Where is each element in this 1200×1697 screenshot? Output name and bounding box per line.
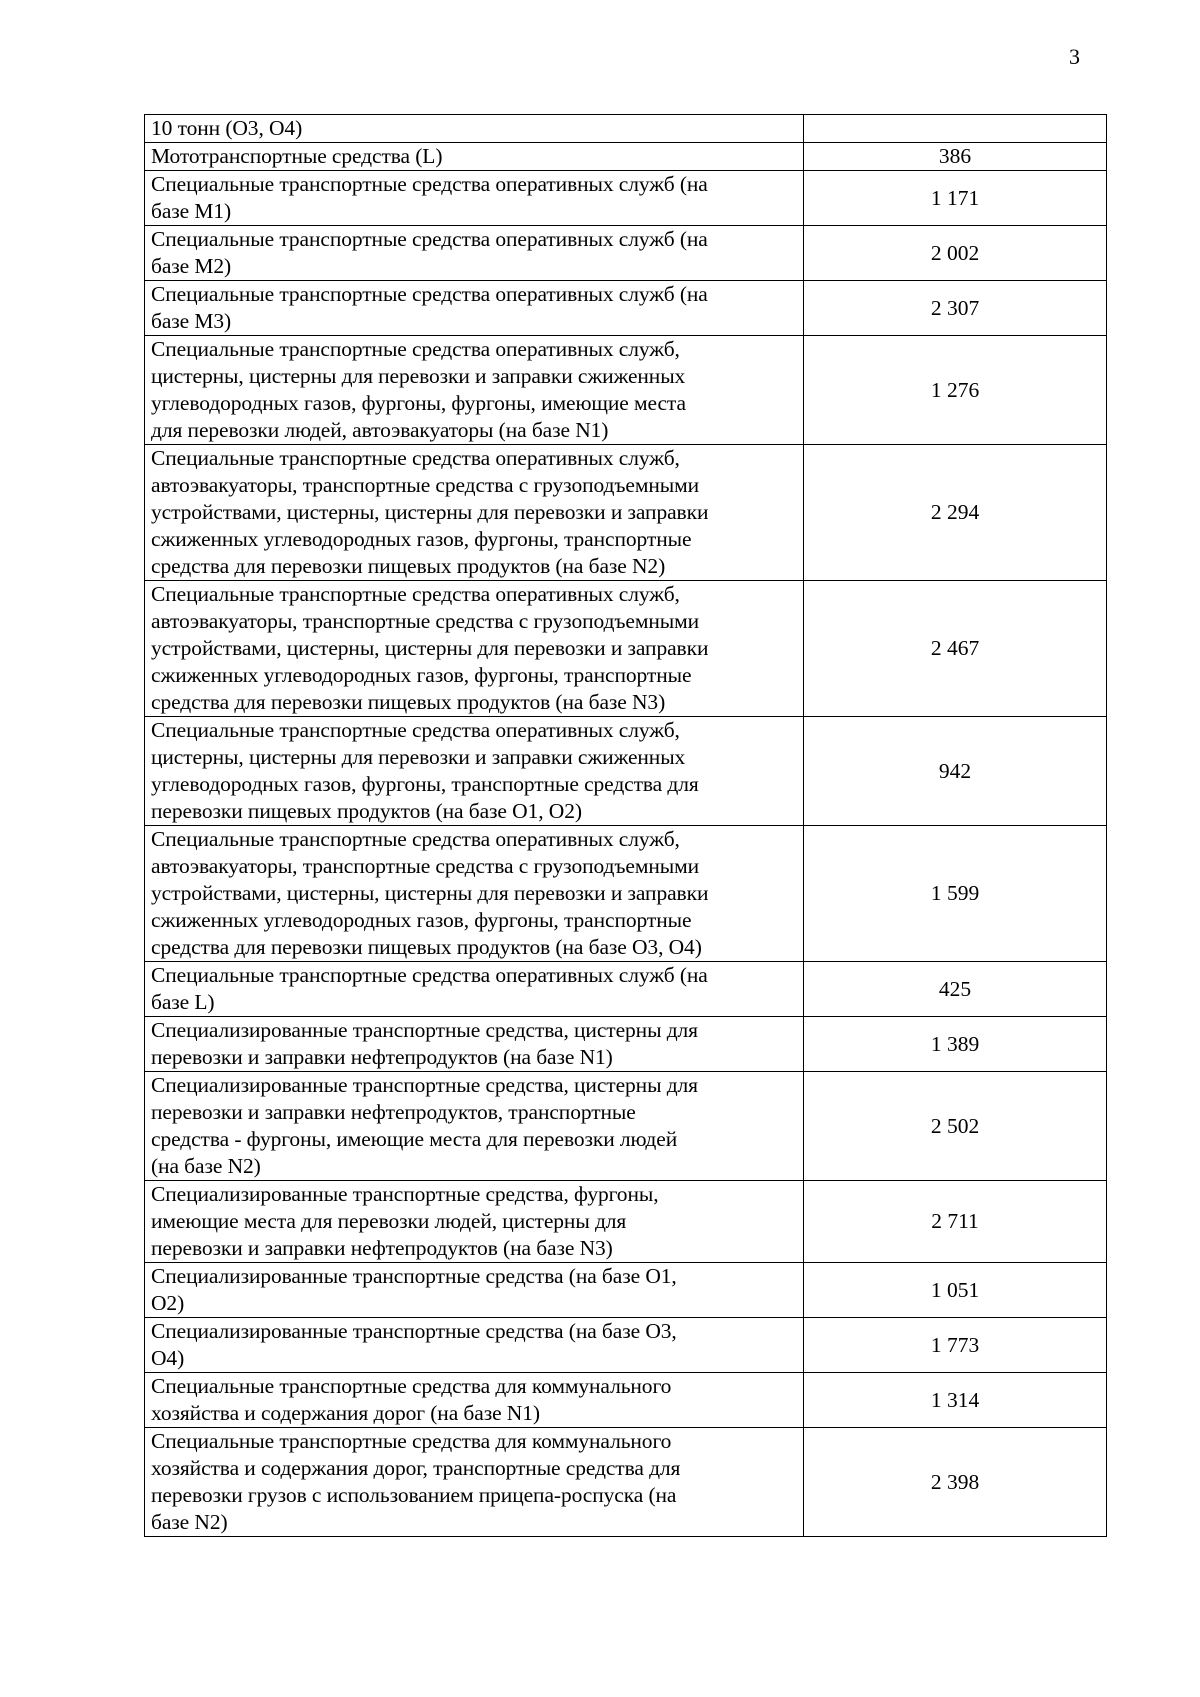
table-row bbox=[145, 826, 1107, 962]
amount-cell: 2 502 bbox=[804, 1072, 1107, 1181]
amount-cell: 1 599 bbox=[804, 826, 1107, 962]
amount-cell: 2 294 bbox=[804, 445, 1107, 581]
vehicle-category-cell: Специальные транспортные средства оперативных служб (на базе М1) bbox=[145, 171, 804, 226]
vehicle-category-cell: Специальные транспортные средства оперативных служб, автоэвакуаторы, транспортные средства с грузоподъемными устройствами, цистерны, цистерны для перевозки и заправки сжиженных углеводородных газов, фургоны, транспортные средства для перевозки пищевых продуктов (на базе N3) bbox=[145, 581, 804, 717]
table-row bbox=[145, 445, 1107, 581]
table-row bbox=[145, 143, 1107, 171]
amount-cell: 1 171 bbox=[804, 171, 1107, 226]
amount-cell: 942 bbox=[804, 717, 1107, 826]
table-row bbox=[145, 581, 1107, 717]
table-row bbox=[145, 226, 1107, 281]
vehicle-category-cell: Специальные транспортные средства оперативных служб (на базе L) bbox=[145, 962, 804, 1017]
vehicle-category-cell: Специальные транспортные средства оперативных служб (на базе М2) bbox=[145, 226, 804, 281]
table-row bbox=[145, 1072, 1107, 1181]
table-row bbox=[145, 1428, 1107, 1537]
amount-cell: 2 002 bbox=[804, 226, 1107, 281]
amount-cell: 1 051 bbox=[804, 1263, 1107, 1318]
fee-table-body bbox=[145, 115, 1107, 1537]
table-row bbox=[145, 1263, 1107, 1318]
vehicle-category-cell: 10 тонн (О3, О4) bbox=[145, 115, 804, 143]
table-row bbox=[145, 1181, 1107, 1263]
table-row bbox=[145, 336, 1107, 445]
table-row bbox=[145, 281, 1107, 336]
amount-cell: 425 bbox=[804, 962, 1107, 1017]
table-row bbox=[145, 1318, 1107, 1373]
amount-cell: 1 276 bbox=[804, 336, 1107, 445]
vehicle-category-cell: Специальные транспортные средства для коммунального хозяйства и содержания дорог (на базе N1) bbox=[145, 1373, 804, 1428]
vehicle-category-cell: Специальные транспортные средства для коммунального хозяйства и содержания дорог, транспортные средства для перевозки грузов с использованием прицепа-роспуска (на базе N2) bbox=[145, 1428, 804, 1537]
amount-cell: 2 467 bbox=[804, 581, 1107, 717]
vehicle-category-cell: Специальные транспортные средства оперативных служб, цистерны, цистерны для перевозки и заправки сжиженных углеводородных газов, фургоны, транспортные средства для перевозки пищевых продуктов (на базе О1, О2) bbox=[145, 717, 804, 826]
fee-table bbox=[144, 114, 1107, 1537]
amount-cell bbox=[804, 115, 1107, 143]
page-number: 3 bbox=[1069, 44, 1080, 69]
vehicle-category-cell: Специальные транспортные средства оперативных служб, автоэвакуаторы, транспортные средства с грузоподъемными устройствами, цистерны, цистерны для перевозки и заправки сжиженных углеводородных газов, фургоны, транспортные средства для перевозки пищевых продуктов (на базе N2) bbox=[145, 445, 804, 581]
vehicle-category-cell: Специализированные транспортные средства, цистерны для перевозки и заправки нефтепродуктов, транспортные средства - фургоны, имеющие места для перевозки людей (на базе N2) bbox=[145, 1072, 804, 1181]
vehicle-category-cell: Мототранспортные средства (L) bbox=[145, 143, 804, 171]
table-row bbox=[145, 171, 1107, 226]
vehicle-category-cell: Специализированные транспортные средства (на базе О3, О4) bbox=[145, 1318, 804, 1373]
vehicle-category-cell: Специализированные транспортные средства, фургоны, имеющие места для перевозки людей, цистерны для перевозки и заправки нефтепродуктов (на базе N3) bbox=[145, 1181, 804, 1263]
amount-cell: 2 711 bbox=[804, 1181, 1107, 1263]
vehicle-category-cell: Специальные транспортные средства оперативных служб (на базе М3) bbox=[145, 281, 804, 336]
table-row bbox=[145, 1017, 1107, 1072]
amount-cell: 2 307 bbox=[804, 281, 1107, 336]
table-row bbox=[145, 115, 1107, 143]
amount-cell: 386 bbox=[804, 143, 1107, 171]
table-row bbox=[145, 1373, 1107, 1428]
amount-cell: 1 389 bbox=[804, 1017, 1107, 1072]
amount-cell: 1 314 bbox=[804, 1373, 1107, 1428]
table-row bbox=[145, 717, 1107, 826]
vehicle-category-cell: Специальные транспортные средства оперативных служб, цистерны, цистерны для перевозки и заправки сжиженных углеводородных газов, фургоны, фургоны, имеющие места для перевозки людей, автоэвакуаторы (на базе N1) bbox=[145, 336, 804, 445]
amount-cell: 1 773 bbox=[804, 1318, 1107, 1373]
vehicle-category-cell: Специализированные транспортные средства (на базе О1, О2) bbox=[145, 1263, 804, 1318]
table-row bbox=[145, 962, 1107, 1017]
amount-cell: 2 398 bbox=[804, 1428, 1107, 1537]
vehicle-category-cell: Специальные транспортные средства оперативных служб, автоэвакуаторы, транспортные средства с грузоподъемными устройствами, цистерны, цистерны для перевозки и заправки сжиженных углеводородных газов, фургоны, транспортные средства для перевозки пищевых продуктов (на базе О3, О4) bbox=[145, 826, 804, 962]
vehicle-category-cell: Специализированные транспортные средства, цистерны для перевозки и заправки нефтепродуктов (на базе N1) bbox=[145, 1017, 804, 1072]
